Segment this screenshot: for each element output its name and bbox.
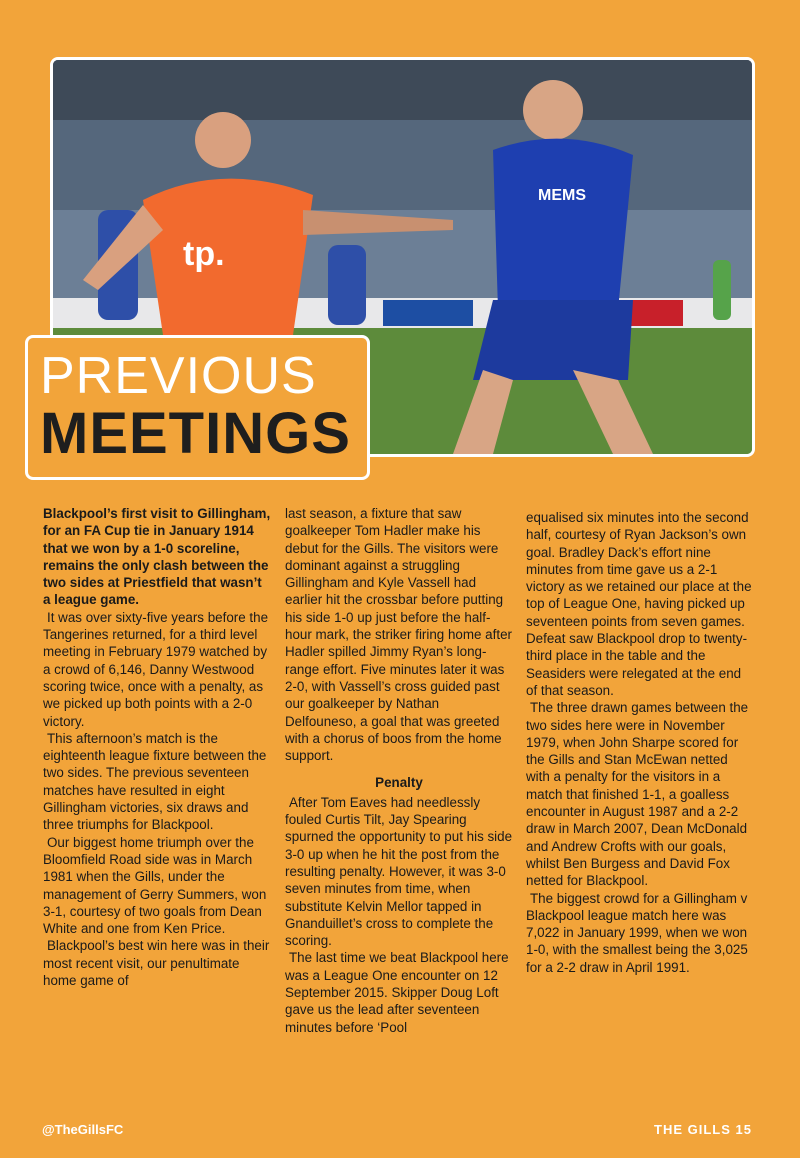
- paragraph: The last time we beat Blackpool here was a League One encounter on 12 September 2015. Skipper Doug Loft gave us the lead after seventeen minutes before ‘Pool: [285, 950, 509, 1035]
- paragraph: After Tom Eaves had needlessly fouled Curtis Tilt, Jay Spearing spurned the opportunity to put his side 3-0 up when he hit the post from the resulting penalty. However, it was 3-0 seven minutes from time, when substitute Kelvin Mellor tapped in Gnanduillet’s cross to complete the scoring.: [285, 794, 513, 949]
- svg-text:MEMS: MEMS: [538, 187, 586, 204]
- svg-text:tp.: tp.: [183, 235, 225, 273]
- social-handle: @TheGillsFC: [42, 1122, 124, 1137]
- article-column-2: [285, 505, 513, 1036]
- paragraph: The biggest crowd for a Gillingham v Blackpool league match here was 7,022 in January 1999, when we won 1-0, with the smallest being the 3,025 for a 2-2 draw in April 1991.: [526, 890, 748, 975]
- paragraph: last season, a fixture that saw goalkeeper Tom Hadler make his debut for the Gills. The visitors were dominant against a struggling Gillingham and Kyle Vassell had earlier hit the crossbar before putting his side 1-0 up just before the half-hour mark, the striker firing home after Hadler spilled Jimmy Ryan’s long-range effort. Five minutes later it was 2-0, with Vassell’s cross guided past our goalkeeper by Nathan Delfouneso, a goal that was greeted with a chorus of boos from the home support.: [285, 506, 512, 764]
- paragraph: This afternoon’s match is the eighteenth league fixture between the two sides. The previous seventeen matches have resulted in eight Gillingham victories, six draws and three triumphs for Blackpool.: [43, 730, 267, 833]
- paragraph: Blackpool’s best win here was in their most recent visit, our penultimate home game of: [43, 938, 270, 989]
- section-heading: Penalty: [375, 775, 423, 791]
- paragraph: equalised six minutes into the second half, courtesy of Ryan Jackson’s own goal. Bradley Dack’s effort nine minutes from time gave us a 2-1 victory as we retained our place at the top of League One, having picked up seventeen points from seven games. Defeat saw Blackpool drop to twenty-third place in the table and the Seasiders were relegated at the end of that season.: [526, 510, 752, 698]
- article-column-3: [526, 509, 754, 976]
- article-column-1: [43, 505, 271, 989]
- paragraph: It was over sixty-five years before the Tangerines returned, for a third level meeting in February 1979 watched by a crowd of 6,146, Danny Westwood scoring twice, once with a penalty, as we picked up both points with a 2-0 victory.: [43, 609, 269, 729]
- page-title-line1: PREVIOUS: [40, 347, 317, 405]
- page-number-label: THE GILLS 15: [654, 1122, 752, 1137]
- page-title-line2: MEETINGS: [40, 401, 351, 466]
- paragraph: Our biggest home triumph over the Bloomfield Road side was in March 1981 when the Gills, under the management of Gerry Summers, won 3-1, courtesy of two goals from Dean White and one from Ken Price.: [43, 834, 267, 937]
- lead-paragraph: Blackpool’s first visit to Gillingham, for an FA Cup tie in January 1914 that we won by a 1-0 scoreline, remains the only clash between the two sides at Priestfield that wasn’t a league game.: [43, 506, 271, 608]
- paragraph: The three drawn games between the two sides here were in November 1979, when John Sharpe scored for the Gills and Stan McEwan netted with a penalty for the visitors in a match that finished 1-1, a goalless encounter in August 1987 and a 2-2 draw in March 2007, Dean McDonald and Andrew Crofts with our goals, whilst Ben Burgess and David Fox netted for Blackpool.: [526, 700, 749, 889]
